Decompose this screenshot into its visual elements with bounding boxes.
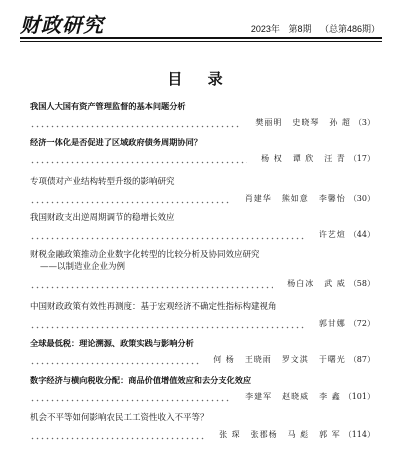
page-number: （87） — [348, 355, 375, 364]
article-title[interactable]: 中国财政政策有效性再测度：基于宏观经济不确定性指标构建视角 — [30, 302, 277, 312]
entry-leader-line — [30, 317, 375, 329]
author-name: 汪 青 — [324, 154, 346, 163]
page-number: （17） — [348, 154, 375, 163]
issue-year: 2023年 — [250, 24, 280, 34]
author-name: 何 杨 — [213, 355, 235, 364]
page-number: （30） — [348, 194, 375, 203]
entry-leader-line — [30, 192, 375, 204]
author-name: 谭 欣 — [292, 154, 315, 163]
toc-heading: 目 录 — [167, 70, 233, 88]
article-title[interactable]: 全球最低税：理论溯源、政策实践与影响分析 — [30, 338, 194, 348]
author-name: 郭 军 — [319, 430, 341, 439]
author-name: 罗文淇 — [281, 355, 309, 364]
entry-leader-line — [30, 390, 375, 402]
issue-info — [245, 22, 380, 35]
toc-entry[interactable] — [30, 337, 375, 374]
page-number: （101） — [343, 392, 375, 401]
table-of-contents — [30, 100, 375, 447]
toc-entry[interactable] — [30, 412, 375, 447]
dot-leader — [30, 232, 305, 240]
article-title[interactable]: 财税金融政策推动企业数字化转型的比较分析及协同效应研究 — [30, 250, 260, 260]
dot-leader — [30, 432, 205, 440]
author-name: 张郡杨 — [250, 430, 278, 439]
author-name: 熊如意 — [281, 194, 309, 203]
dot-leader — [30, 357, 199, 365]
dot-leader — [30, 281, 273, 289]
header-rule-thin — [20, 41, 382, 42]
article-title[interactable]: 机会不平等如何影响农民工工资性收入不平等？ — [30, 413, 209, 423]
author-name: 史晓琴 — [292, 118, 320, 127]
author-name: 杨 权 — [261, 154, 283, 163]
author-name: 赵晓威 — [282, 392, 310, 401]
article-authors — [251, 153, 346, 164]
author-name: 许艺煊 — [318, 230, 346, 239]
toc-entry[interactable] — [30, 176, 375, 212]
article-authors — [309, 229, 346, 240]
author-name: 杨白冰 — [287, 279, 315, 288]
entry-leader-line — [30, 277, 375, 289]
author-name: 郭甘娜 — [318, 319, 346, 328]
article-title[interactable]: 我国财政支出逆周期调节的稳增长效应 — [30, 213, 175, 223]
author-name: 李馨怡 — [318, 194, 346, 203]
dot-leader — [30, 156, 247, 164]
article-subtitle: ——以制造业企业为例 — [40, 262, 126, 272]
author-name: 肖建华 — [244, 194, 272, 203]
page-number: （44） — [348, 230, 375, 239]
author-name: 王晓雨 — [244, 355, 272, 364]
toc-entry[interactable] — [30, 100, 375, 136]
dot-leader — [30, 120, 241, 128]
author-name: 武 威 — [324, 279, 346, 288]
page-number: （72） — [348, 319, 375, 328]
article-title[interactable]: 数字经济与横向税收分配：商品价值增值效应和去分支化效应 — [30, 375, 252, 385]
header-rule-thick — [20, 37, 382, 39]
journal-logo: 财政研究 — [20, 13, 104, 37]
entry-leader-line — [30, 353, 375, 365]
author-name: 李 鑫 — [319, 392, 341, 401]
journal-header — [0, 0, 400, 42]
page-number: （114） — [343, 430, 375, 439]
toc-entry[interactable] — [30, 212, 375, 249]
article-authors — [209, 429, 341, 440]
article-authors — [309, 318, 346, 329]
issue-total: （总第486期） — [319, 24, 380, 34]
article-title[interactable]: 专项债对产业结构转型升级的影响研究 — [30, 177, 175, 187]
toc-entry[interactable] — [30, 249, 375, 301]
dot-leader — [30, 196, 231, 204]
dot-leader — [30, 321, 305, 329]
toc-entry[interactable] — [30, 374, 375, 412]
article-authors — [235, 391, 341, 402]
author-name: 张 琛 — [219, 430, 241, 439]
author-name: 马 彪 — [287, 430, 310, 439]
entry-leader-line — [30, 428, 375, 440]
author-name: 樊丽明 — [255, 118, 283, 127]
article-authors — [245, 117, 351, 128]
article-title[interactable]: 我国人大国有资产管理监督的基本问题分析 — [30, 101, 186, 111]
entry-leader-line — [30, 228, 375, 240]
dot-leader — [30, 394, 231, 402]
toc-entry[interactable] — [30, 301, 375, 337]
page-number: （3） — [353, 118, 375, 127]
issue-number: 第8期 — [288, 24, 312, 34]
article-authors — [277, 278, 346, 289]
article-title[interactable]: 经济一体化是否促进了区域政府债务周期协同？ — [30, 137, 202, 147]
author-name: 孙 超 — [329, 118, 351, 127]
page-number: （58） — [348, 279, 375, 288]
article-authors — [203, 354, 346, 365]
author-name: 于曙光 — [318, 355, 346, 364]
entry-leader-line — [30, 116, 375, 128]
toc-entry[interactable] — [30, 136, 375, 176]
entry-leader-line — [30, 152, 375, 164]
article-authors — [235, 193, 346, 204]
author-name: 李建军 — [245, 392, 273, 401]
